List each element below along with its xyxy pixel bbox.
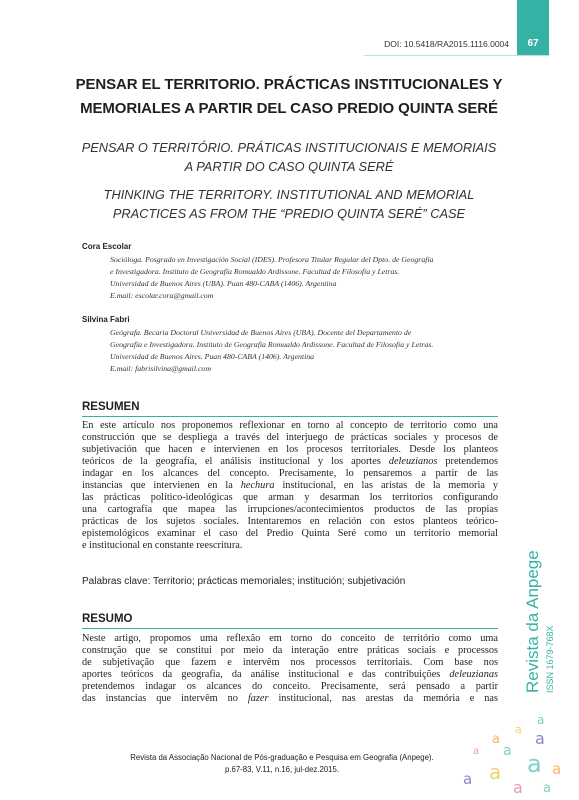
subtitle-portuguese [70,139,508,176]
resumen-line: subjetivación que hacen e intervienen en los procesos territoriales. Desde los planteos [82,444,498,456]
resumo-line: pretendemos indagar os alcances do conceito. Precisamente, será pensado a partir [82,681,498,693]
decorative-letter-icon: a [513,778,523,797]
resumen-heading: RESUMEN [82,401,140,413]
resumo-line: das instancias que intervêm no fazer institucional, nas arestas da memória e nas [82,693,498,705]
article-title [70,73,508,121]
keywords [82,576,405,587]
author-bio-line: Geografía e Investigadora. Instituto de Geografía Romualdo Ardissone. Facultad de Filosofía y Letras. [110,340,434,350]
title-line-2: MEMORIALES A PARTIR DEL CASO PREDIO QUINTA SERÉ [80,100,498,117]
decorative-letter-icon: a [492,732,500,747]
decorative-letter-icon: a [473,746,480,757]
citation-line-1: Revista da Associação Nacional de Pós-graduação e Pesquisa em Geografia (Anpege). [130,753,434,762]
resumo-line: aportes teóricos da geografia, da análise institucional e das contribuições deleuzianas [82,669,498,681]
journal-issn: ISSN 1679-768X [545,625,555,693]
page-number: 67 [527,38,539,49]
citation-line-2: p.67-83, V.11, n.16, jul-dez.2015. [224,765,339,774]
decorative-letter-icon: a [543,781,551,796]
resumen-rule [82,416,498,417]
resumen-line: En este artículo nos proponemos reflexionar en torno al concepto de territorio como una [82,420,498,431]
decorative-letter-icon: a [552,760,562,778]
resumo-rule [82,628,498,629]
journal-name-vertical [500,545,560,695]
resumen-line: e institucional en constante reescritura. [82,540,243,552]
resumen-line: las prácticas político-ideológicas que arman y desarman los territorios configurando [82,492,498,504]
resumo-line: de subjetivação que fazem e intervêm nos processos territoriais. Com base nos [82,657,498,669]
resumo-heading: RESUMO [82,613,133,625]
doi-label: DOI: 10.5418/RA2015.1116.0004 [384,39,509,49]
decorative-letter-cluster [455,700,579,800]
decorative-letter-icon: a [489,760,502,784]
resumen-line: instancias que intervienen en la hechura institucional, en las aristas de la memoria y [82,480,498,492]
decorative-letter-icon: a [515,723,522,736]
keywords-label: Palabras clave: [82,576,151,587]
author-bio-line: e Investigadora. Instituto de Geografía Romualdo Ardissone. Facultad de Filosofía y Letras. [110,267,400,277]
author-email: E.mail: fabrisilvina@gmail.com [110,364,211,374]
decorative-letter-icon: a [503,743,512,759]
resumen-line: una cartografía que mapea las irrupciones/acontecimientos productos de las propias [82,504,498,516]
resumen-paragraph [82,420,498,553]
resumen-line: prácticas de los sujetos sociales. Intentaremos en relación con estos planteos teórico- [82,516,498,528]
journal-name: Revista da Anpege [523,550,542,693]
resumen-line: teóricos de la geografía, el análisis institucional y los aportes deleuzianos pretendemos [82,456,498,468]
title-line-1: PENSAR EL TERRITORIO. PRÁCTICAS INSTITUCIONALES Y [75,76,503,93]
header-rule [364,55,549,56]
subtitle-en-line-2: PRACTICES AS FROM THE “PREDIO QUINTA SERÉ” CASE [112,205,466,221]
author-bio [110,327,500,375]
author-email: E.mail: escolar.cora@gmail.com [110,291,214,301]
keywords-list: Territorio; prácticas memoriales; institución; subjetivación [152,576,406,587]
resumo-line: construção que se constitui por meio da interação entre práticas sociais e processos [82,645,498,657]
subtitle-pt-line-1: PENSAR O TERRITÓRIO. PRÁTICAS INSTITUCIONAIS E MEMORIAIS [81,140,497,155]
author-bio-line: Socióloga. Posgrado en Investigación Social (IDES). Profesora Titular Regular del Dpto. de Geografía [110,255,434,264]
author-name: Cora Escolar [82,242,132,251]
author-name: Silvina Fabri [82,315,130,324]
author-bio-line: Geógrafa. Becaria Doctoral Universidad de Buenos Aires (UBA). Docente del Departamento de [110,328,412,337]
subtitle-english [70,186,508,223]
subtitle-pt-line-2: A PARTIR DO CASO QUINTA SERÉ [184,158,394,174]
resumo-paragraph [82,633,498,705]
decorative-letter-icon: a [535,729,545,748]
decorative-letter-icon: a [537,713,545,727]
journal-citation [82,752,482,776]
decorative-letter-icon: a [527,750,542,778]
resumen-line: construcción que se despliega a través del interjuego de prácticas sociales y procesos de [82,432,498,444]
resumo-line: Neste artigo, propomos uma reflexão em torno do conceito de território como uma [82,633,498,644]
author-bio-line: Universidad de Buenos Aires. Puan 480-CABA (1406). Argentina [110,352,315,362]
resumen-line: epistemológicos examinar el caso del Predio Quinta Seré como un territorio memorial [82,528,498,540]
resumen-line: indagar en los alcances del concepto. Precisamente, lo pensaremos a partir de las [82,468,498,480]
decorative-letter-icon: a [463,770,473,788]
author-bio-line: Universidad de Buenos Aires (UBA). Puan 480-CABA (1406). Argentina [110,279,337,289]
subtitle-en-line-1: THINKING THE TERRITORY. INSTITUTIONAL AND MEMORIAL [103,187,475,202]
author-bio [110,254,500,302]
